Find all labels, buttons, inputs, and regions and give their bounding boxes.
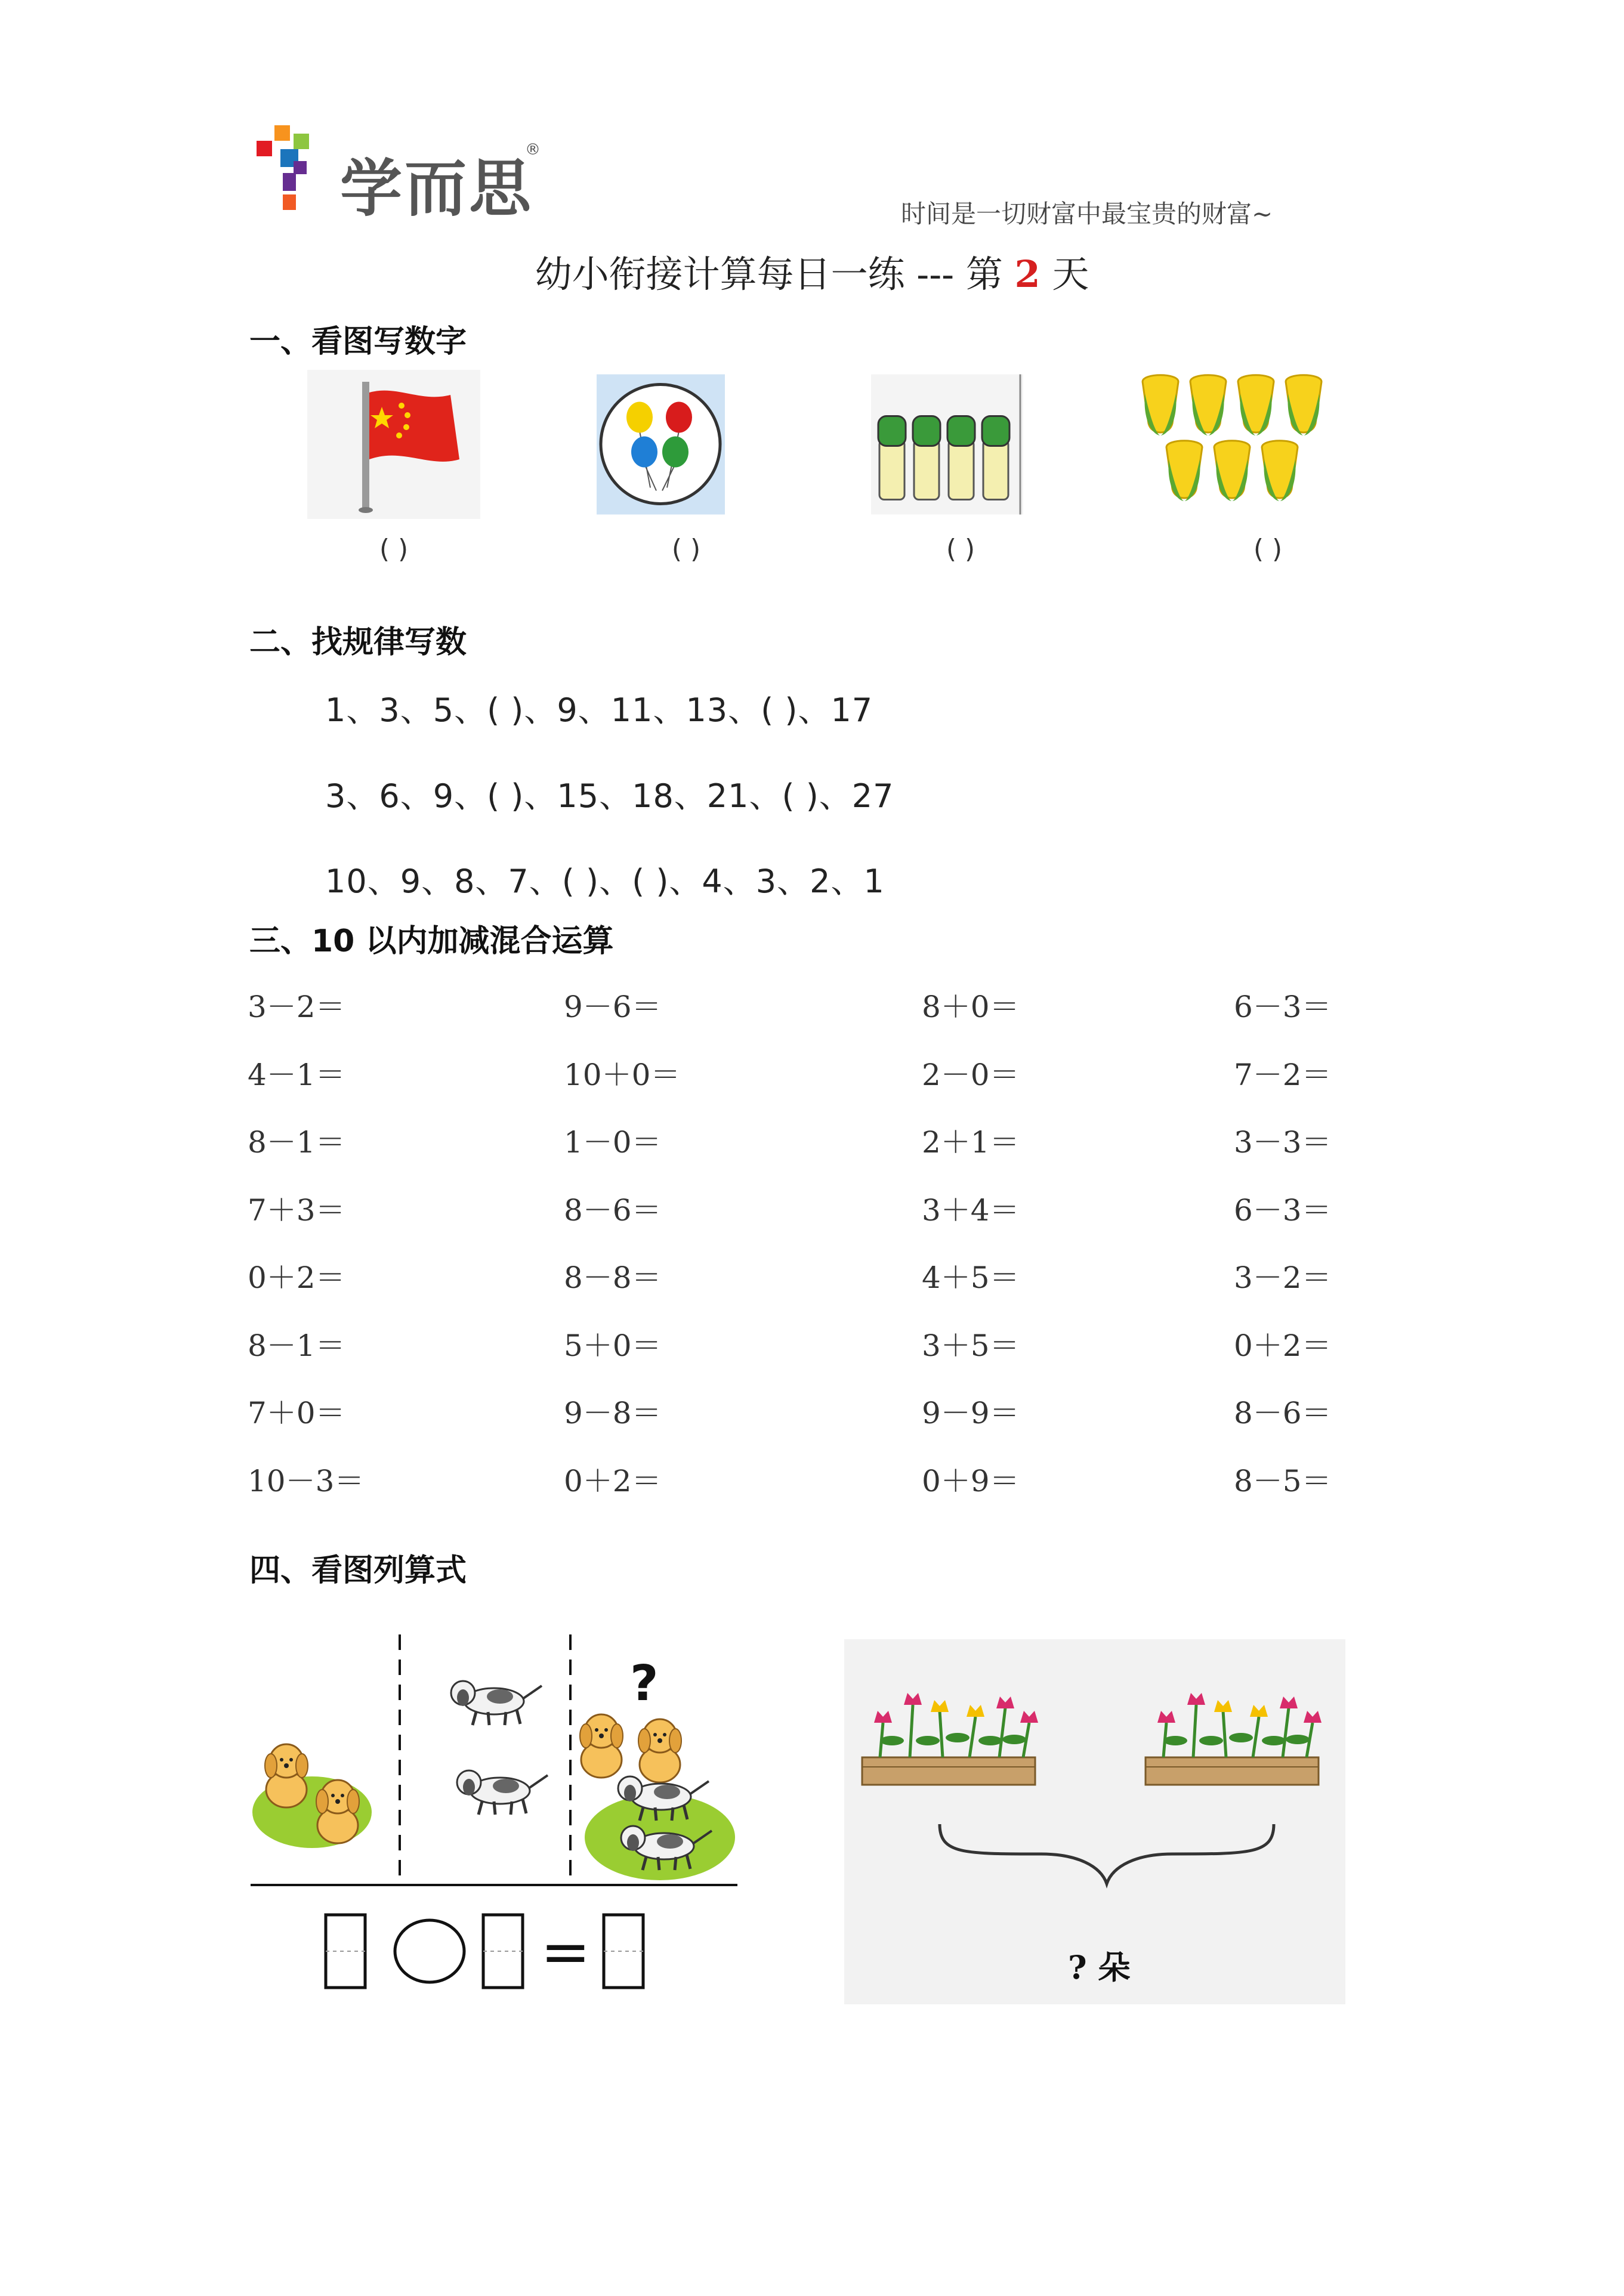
equation[interactable]: 8－1＝ xyxy=(248,1328,345,1363)
equation[interactable]: 3－2＝ xyxy=(1234,1260,1332,1295)
equation[interactable]: 9－6＝ xyxy=(564,990,662,1024)
page-title xyxy=(0,245,1624,298)
equation[interactable]: 8－8＝ xyxy=(564,1260,662,1295)
corn-icon xyxy=(1137,370,1336,519)
equation[interactable]: 0＋2＝ xyxy=(564,1464,662,1498)
equation[interactable]: 3＋5＝ xyxy=(922,1328,1020,1363)
sequence-3[interactable]: 10、9、8、7、( )、( )、4、3、2、1 xyxy=(325,863,885,900)
motto: 时间是一切财富中最宝贵的财富~ xyxy=(901,199,1273,228)
equation[interactable]: 0＋9＝ xyxy=(922,1464,1020,1498)
equation[interactable]: 7＋3＝ xyxy=(248,1193,345,1228)
equation[interactable]: 8－5＝ xyxy=(1234,1464,1332,1498)
equation[interactable]: 8－6＝ xyxy=(1234,1396,1332,1430)
equation[interactable]: 8－6＝ xyxy=(564,1193,662,1228)
equation[interactable]: 10＋0＝ xyxy=(564,1058,681,1092)
title-day: 2 xyxy=(1014,252,1041,296)
sequence-1[interactable]: 1、3、5、( )、9、11、13、( )、17 xyxy=(325,691,873,729)
equation[interactable]: 8－1＝ xyxy=(248,1125,345,1160)
answer-box-2[interactable] xyxy=(483,1915,523,1988)
answer-paren-1[interactable]: ( ) xyxy=(379,534,409,564)
section-title-2: 二、找规律写数 xyxy=(249,625,467,660)
title-prefix: 幼小衔接计算每日一练 --- 第 xyxy=(535,252,1003,296)
equation[interactable]: 4＋5＝ xyxy=(922,1260,1020,1295)
sequence-2[interactable]: 3、6、9、( )、15、18、21、( )、27 xyxy=(325,777,894,815)
question-mark: ? xyxy=(630,1655,659,1712)
equation[interactable]: 5＋0＝ xyxy=(564,1328,662,1363)
equation[interactable]: 3－2＝ xyxy=(248,990,345,1024)
operator-circle[interactable] xyxy=(395,1920,464,1982)
pencils-icon xyxy=(871,370,1023,519)
equation[interactable]: 2＋1＝ xyxy=(922,1125,1020,1160)
equation[interactable]: 9－8＝ xyxy=(564,1396,662,1430)
equation[interactable]: 2－0＝ xyxy=(922,1058,1020,1092)
flag-icon xyxy=(307,370,480,519)
section-title-3: 三、10 以内加减混合运算 xyxy=(249,923,614,959)
logo-registered-mark: ® xyxy=(525,141,541,159)
answer-box-3[interactable] xyxy=(604,1915,643,1988)
dogs-picture xyxy=(249,1634,745,2004)
equation[interactable]: 3＋4＝ xyxy=(922,1193,1020,1228)
title-suffix: 天 xyxy=(1052,252,1089,296)
answer-paren-4[interactable]: ( ) xyxy=(1253,534,1283,564)
answer-paren-2[interactable]: ( ) xyxy=(671,534,701,564)
balloons-icon xyxy=(597,370,725,519)
equation[interactable]: 7－2＝ xyxy=(1234,1058,1332,1092)
section-title-1: 一、看图写数字 xyxy=(249,324,467,360)
equation[interactable]: 3－3＝ xyxy=(1234,1125,1332,1160)
equation[interactable]: 9－9＝ xyxy=(922,1396,1020,1430)
equation[interactable]: 10－3＝ xyxy=(248,1464,365,1498)
answer-box-1[interactable] xyxy=(326,1915,365,1988)
equation[interactable]: 7＋0＝ xyxy=(248,1396,345,1430)
answer-paren-3[interactable]: ( ) xyxy=(946,534,975,564)
equation[interactable]: 8＋0＝ xyxy=(922,990,1020,1024)
equation[interactable]: 4－1＝ xyxy=(248,1058,345,1092)
logo-text: 学而思 xyxy=(340,152,534,225)
equation[interactable]: 0＋2＝ xyxy=(1234,1328,1332,1363)
equation[interactable]: 6－3＝ xyxy=(1234,1193,1332,1228)
equation[interactable]: 1－0＝ xyxy=(564,1125,662,1160)
equation[interactable]: 6－3＝ xyxy=(1234,990,1332,1024)
equals-sign: = xyxy=(541,1917,591,1986)
section-title-4: 四、看图列算式 xyxy=(249,1553,467,1589)
equation[interactable]: 0＋2＝ xyxy=(248,1260,345,1295)
flower-count-label: ? 朵 xyxy=(1068,1948,1131,1986)
